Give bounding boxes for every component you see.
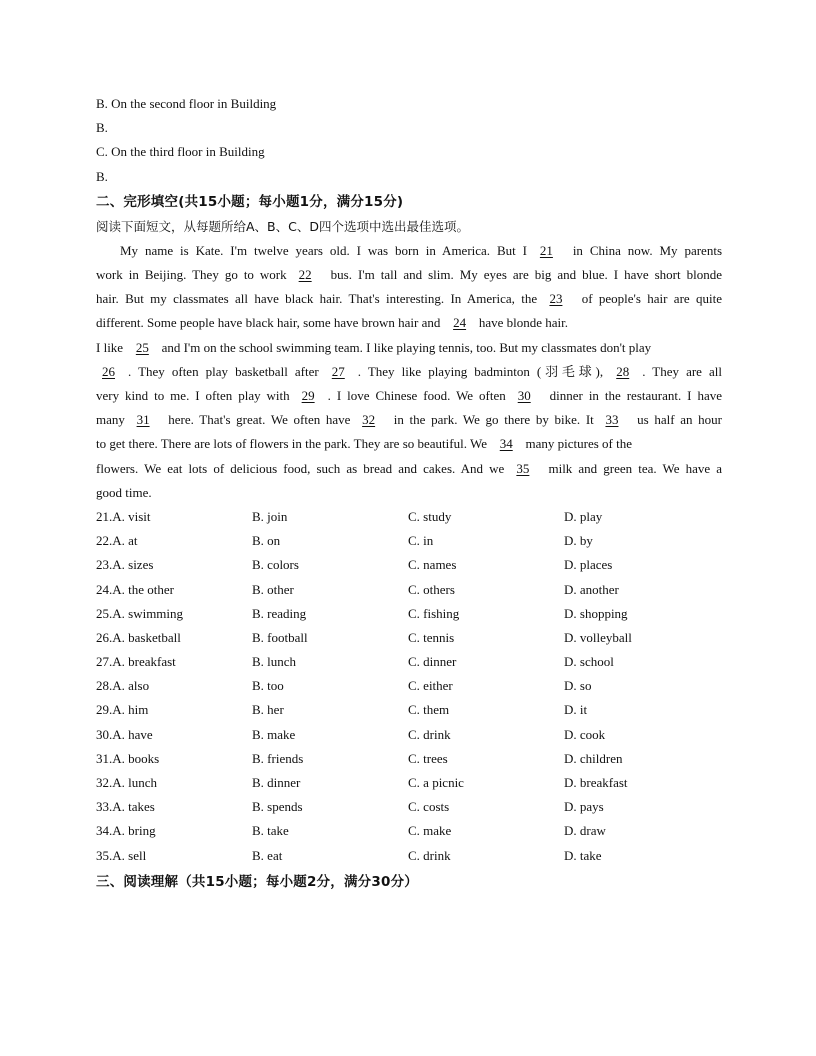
option-a: 33.A. takes	[96, 799, 155, 815]
passage-text: bus. I'm tall and slim. My eyes are big and blue. I have short blonde	[324, 266, 722, 282]
passage-text: very kind to me. I often play with	[96, 387, 296, 403]
question-options-row	[96, 795, 722, 819]
option-a: 32.A. lunch	[96, 775, 158, 791]
option-c: C. a picnic	[408, 775, 464, 791]
passage-text: My name is Kate. I'm twelve years old. I was born in America. But I	[120, 242, 534, 258]
option-d: D. draw	[564, 823, 606, 839]
blank-29: 29	[301, 387, 315, 403]
question-options-row	[96, 626, 722, 650]
option-b: B. on	[252, 533, 281, 549]
option-c: C. tennis	[408, 629, 455, 645]
passage-text: us half an hour	[631, 412, 723, 428]
passage-line	[96, 432, 722, 456]
question-options-row	[96, 578, 722, 602]
blank-21: 21	[539, 242, 553, 258]
passage-text: in the park. We go there by bike. It	[388, 412, 600, 428]
answer-option-line: B.	[96, 168, 108, 184]
blank-35: 35	[516, 460, 530, 476]
passage-text: of people's hair are quite	[575, 291, 722, 307]
option-c: C. drink	[408, 847, 451, 863]
passage-text: . They are all	[642, 363, 723, 379]
option-b: B. eat	[252, 847, 283, 863]
passage-line	[96, 239, 722, 263]
option-c: C. them	[408, 702, 450, 718]
passage-line	[96, 481, 722, 505]
passage-line	[96, 384, 722, 408]
option-b: B. dinner	[252, 775, 301, 791]
passage-line	[96, 311, 722, 335]
passage-text: flowers. We eat lots of delicious food, such as bread and cakes. And we	[96, 460, 511, 476]
option-b: B. friends	[252, 750, 304, 766]
option-c: C. either	[408, 678, 453, 694]
option-c: C. names	[408, 557, 457, 573]
passage-text: and I'm on the school swimming team. I like playing tennis, too. But my classmates don't play	[158, 339, 652, 355]
option-d: D. take	[564, 847, 602, 863]
option-d: D. cook	[564, 726, 606, 742]
document-page	[96, 92, 722, 895]
passage-line	[96, 336, 722, 360]
blank-30: 30	[517, 387, 531, 403]
option-d: D. school	[564, 654, 614, 670]
question-options-row	[96, 650, 722, 674]
option-b: B. spends	[252, 799, 303, 815]
passage-text: have blonde hair.	[475, 315, 569, 331]
passage-text: many	[96, 412, 131, 428]
option-d: D. places	[564, 557, 613, 573]
blank-26: 26	[102, 363, 115, 379]
passage-text: . They like playing badminton (羽毛球),	[357, 363, 611, 379]
option-c: C. study	[408, 508, 452, 524]
question-options-row	[96, 505, 722, 529]
option-d: D. it	[564, 702, 588, 718]
options-list	[96, 505, 722, 868]
option-a: 26.A. basketball	[96, 629, 181, 645]
option-b: B. join	[252, 508, 288, 524]
option-b: B. her	[252, 702, 284, 718]
blank-28: 28	[616, 363, 630, 379]
blank-25: 25	[135, 339, 149, 355]
passage-line	[96, 457, 722, 481]
option-c: C. others	[408, 581, 455, 597]
passage-line	[96, 287, 722, 311]
option-a: 29.A. him	[96, 702, 149, 718]
blank-32: 32	[362, 412, 376, 428]
option-c: C. make	[408, 823, 452, 839]
option-d: D. play	[564, 508, 603, 524]
passage-text: I like	[96, 339, 127, 355]
passage-text: many pictures of the	[522, 436, 632, 452]
passage-line	[96, 360, 722, 384]
option-a: 22.A. at	[96, 533, 138, 549]
option-a: 34.A. bring	[96, 823, 156, 839]
question-options-row	[96, 529, 722, 553]
section2-heading: 二、完形填空(共15小题；每小题1分，满分15分)	[96, 193, 404, 210]
option-c: C. in	[408, 533, 434, 549]
question-options-row	[96, 602, 722, 626]
question-options-row	[96, 844, 722, 868]
question-options-row	[96, 674, 722, 698]
section3-heading: 三、阅读理解（共15小题；每小题2分，满分30分）	[96, 873, 418, 890]
option-c: C. dinner	[408, 654, 457, 670]
passage-text: to get there. There are lots of flowers in the park. They are so beautiful. We	[96, 436, 491, 452]
option-a: 23.A. sizes	[96, 557, 154, 573]
passage-text: good time.	[96, 484, 152, 500]
answer-option-line: C. On the third floor in Building	[96, 144, 265, 160]
option-b: B. take	[252, 823, 289, 839]
answer-option-line: B. On the second floor in Building	[96, 96, 277, 111]
passage-line	[96, 263, 722, 287]
question-options-row	[96, 698, 722, 722]
option-b: B. football	[252, 629, 308, 645]
passage-text: dinner in the restaurant. I have	[543, 387, 722, 403]
option-c: C. drink	[408, 726, 451, 742]
option-a: 27.A. breakfast	[96, 654, 176, 670]
blank-34: 34	[499, 436, 513, 452]
option-a: 31.A. books	[96, 750, 160, 766]
passage-text: in China now. My parents	[565, 242, 723, 258]
passage-text: here. That's great. We often have	[162, 412, 357, 428]
option-b: B. lunch	[252, 654, 297, 670]
option-a: 24.A. the other	[96, 581, 174, 597]
option-a: 25.A. swimming	[96, 605, 184, 621]
section2-instruction: 阅读下面短文，从每题所给A、B、C、D四个选项中选出最佳选项。	[96, 218, 469, 234]
option-d: D. children	[564, 750, 623, 766]
question-options-row	[96, 747, 722, 771]
blank-24: 24	[453, 315, 467, 331]
question-options-row	[96, 553, 722, 577]
passage-text: . I love Chinese food. We often	[327, 387, 512, 403]
option-d: D. so	[564, 678, 592, 694]
option-b: B. too	[252, 678, 284, 694]
passage-text: work in Beijing. They go to work	[96, 266, 293, 282]
blank-23: 23	[549, 291, 563, 307]
blank-33: 33	[605, 412, 619, 428]
option-b: B. make	[252, 726, 296, 742]
answer-option-line: B.	[96, 120, 108, 136]
passage-text: hair. But my classmates all have black hair. That's interesting. In America, the	[96, 291, 544, 307]
passage-text: . They often play basketball after	[128, 363, 326, 379]
option-a: 30.A. have	[96, 726, 153, 742]
question-options-row	[96, 723, 722, 747]
option-c: C. costs	[408, 799, 450, 815]
option-c: C. fishing	[408, 605, 460, 621]
question-options-row	[96, 771, 722, 795]
passage-line	[96, 408, 722, 432]
option-d: D. breakfast	[564, 775, 628, 791]
blank-22: 22	[298, 266, 312, 282]
option-a: 21.A. visit	[96, 508, 151, 524]
option-c: C. trees	[408, 750, 448, 766]
option-b: B. reading	[252, 605, 307, 621]
option-a: 35.A. sell	[96, 847, 147, 863]
option-d: D. shopping	[564, 605, 628, 621]
option-d: D. pays	[564, 799, 604, 815]
blank-31: 31	[136, 412, 150, 428]
blank-27: 27	[331, 363, 345, 379]
passage-text: different. Some people have black hair, some have brown hair and	[96, 315, 444, 331]
option-d: D. volleyball	[564, 629, 632, 645]
cloze-passage	[96, 239, 722, 505]
option-b: B. colors	[252, 557, 299, 573]
question-options-row	[96, 819, 722, 843]
option-d: D. by	[564, 533, 593, 549]
option-b: B. other	[252, 581, 294, 597]
option-d: D. another	[564, 581, 619, 597]
passage-text: milk and green tea. We have a	[542, 460, 722, 476]
option-a: 28.A. also	[96, 678, 150, 694]
